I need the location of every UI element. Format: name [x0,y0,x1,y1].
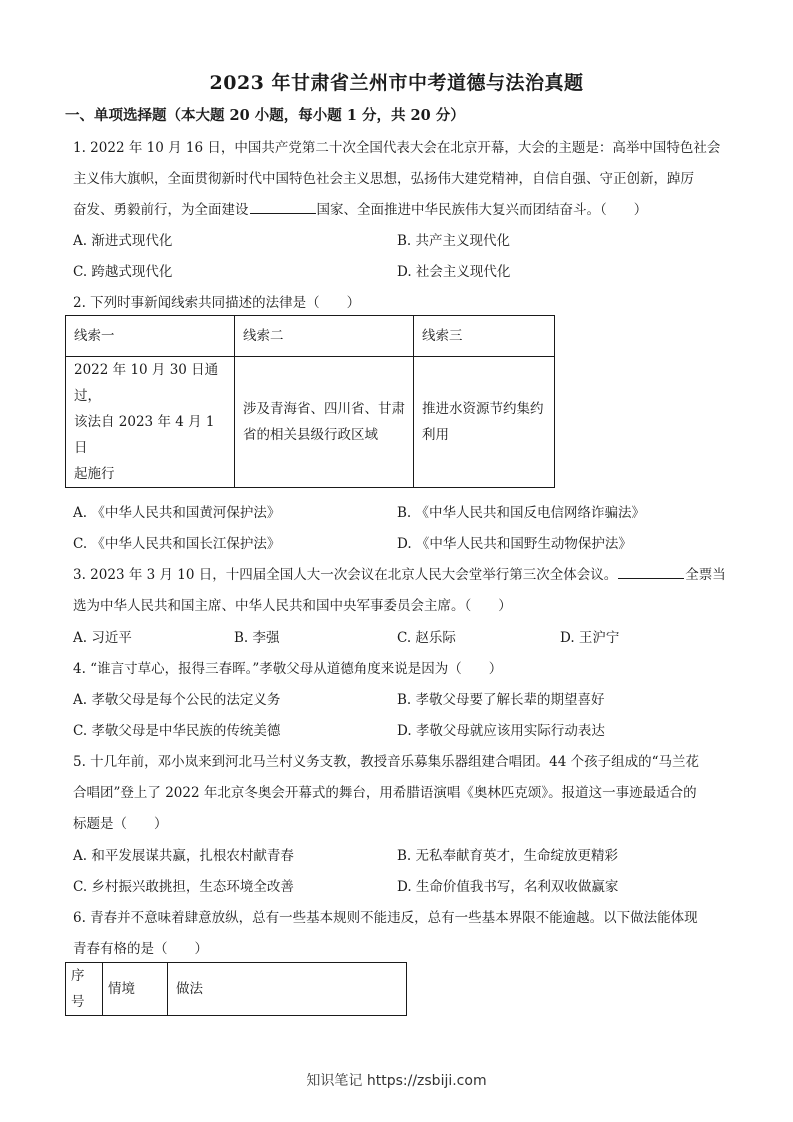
q1-line3-end: 国家、全面推进中华民族伟大复兴而团结奋斗。（ ） [316,202,648,218]
q2-table-row [66,357,555,488]
q2-option-b: B. 《中华人民共和国反电信网络诈骗法》 [397,505,646,521]
q2-option-d: D. 《中华人民共和国野生动物保护法》 [397,536,632,552]
q2-cell-clue3-line2: 利用 [422,427,449,443]
q1-option-c: C. 跨越式现代化 [73,264,173,280]
q6-table-header-row [66,963,407,1016]
q5-line2: 合唱团”登上了 2022 年北京冬奥会开幕式的舞台，用希腊语演唱《奥林匹克颂》。报道这一事迹最适合的 [73,785,697,801]
q1-line2: 主义伟大旗帜，全面贯彻新时代中国特色社会主义思想，弘扬伟大建党精神，自信自强、守正创新，踔厉 [73,171,694,187]
q6-line2: 青春有格的是（ ） [73,941,208,957]
q1-option-b: B. 共产主义现代化 [397,233,511,249]
q5-line3: 标题是（ ） [73,816,168,832]
q5-option-c: C. 乡村振兴敢挑担，生态环境全改善 [73,879,294,895]
q2-header-clue1: 线索一 [66,316,235,357]
q3-line1-end: 全票当 [685,567,726,583]
q3-option-a: A. 习近平 [73,630,132,646]
q4-option-a: A. 孝敬父母是每个公民的法定义务 [73,692,281,708]
q2-cell-clue1 [66,357,235,488]
q5-option-b: B. 无私奉献育英才，生命绽放更精彩 [397,848,619,864]
q4-option-c: C. 孝敬父母是中华民族的传统美德 [73,723,281,739]
section-heading: 一、单项选择题（本大题 20 小题，每小题 1 分，共 20 分） [65,107,465,124]
q3-option-c: C. 赵乐际 [397,630,456,646]
q2-cell-clue2-line1: 涉及青海省、四川省、甘肃 [243,401,405,417]
q4-stem: 4. “谁言寸草心，报得三春晖。”孝敬父母从道德角度来说是因为（ ） [73,661,503,677]
q4-option-b: B. 孝敬父母要了解长辈的期望喜好 [397,692,605,708]
q6-header-action: 做法 [168,963,407,1016]
q2-header-clue3: 线索三 [414,316,555,357]
q2-cell-clue1-line2: 该法自 2023 年 4 月 1 日 [74,414,215,456]
q1-option-d: D. 社会主义现代化 [397,264,511,280]
q2-table-header-row [66,316,555,357]
q3-option-b: B. 李强 [234,630,280,646]
q2-stem: 2. 下列时事新闻线索共同描述的法律是（ ） [73,295,361,311]
q2-header-clue2: 线索二 [235,316,414,357]
q1-blank [250,201,316,214]
watermark-footer: 知识笔记 https://zsbiji.com [306,1073,487,1089]
q6-line1: 6. 青春并不意味着肆意放纵，总有一些基本规则不能违反，总有一些基本界限不能逾越。以下做法能体现 [73,910,698,926]
q5-option-d: D. 生命价值我书写，名利双收做赢家 [397,879,619,895]
q2-cell-clue1-line1: 2022 年 10 月 30 日通过， [74,362,219,404]
q6-header-number: 序号 [66,963,103,1016]
q2-clue-table [65,315,555,488]
q1-line3-start: 奋发、勇毅前行，为全面建设 [73,202,249,218]
q2-cell-clue2-line2: 省的相关县级行政区域 [243,427,378,443]
q3-line1-start: 3. 2023 年 3 月 10 日，十四届全国人大一次会议在北京人民大会堂举行第三次全体会议。 [73,567,618,583]
q3-option-d: D. 王沪宁 [560,630,620,646]
q3-blank [618,566,684,579]
q6-header-situation: 情境 [103,963,168,1016]
q6-scenario-table [65,962,407,1016]
q2-cell-clue2 [235,357,414,488]
q1-option-a: A. 渐进式现代化 [73,233,173,249]
q2-cell-clue3-line1: 推进水资源节约集约 [422,401,544,417]
q3-line2: 选为中华人民共和国主席、中华人民共和国中央军事委员会主席。（ ） [73,598,512,614]
q2-option-c: C. 《中华人民共和国长江保护法》 [73,536,281,552]
q2-cell-clue1-line3: 起施行 [74,466,115,482]
q1-line3 [73,198,647,218]
q5-line1: 5. 十几年前，邓小岚来到河北马兰村义务支教，教授音乐募集乐器组建合唱团。44 个孩子组成的“马兰花 [73,754,700,770]
q3-line1 [73,563,726,583]
q5-option-a: A. 和平发展谋共赢，扎根农村献青春 [73,848,294,864]
q1-line1: 1. 2022 年 10 月 16 日，中国共产党第二十次全国代表大会在北京开幕，大会的主题是：高举中国特色社会 [73,140,721,156]
page-title: 2023 年甘肃省兰州市中考道德与法治真题 [209,72,584,94]
q2-cell-clue3 [414,357,555,488]
q2-option-a: A. 《中华人民共和国黄河保护法》 [73,505,281,521]
q4-option-d: D. 孝敬父母就应该用实际行动表达 [397,723,605,739]
